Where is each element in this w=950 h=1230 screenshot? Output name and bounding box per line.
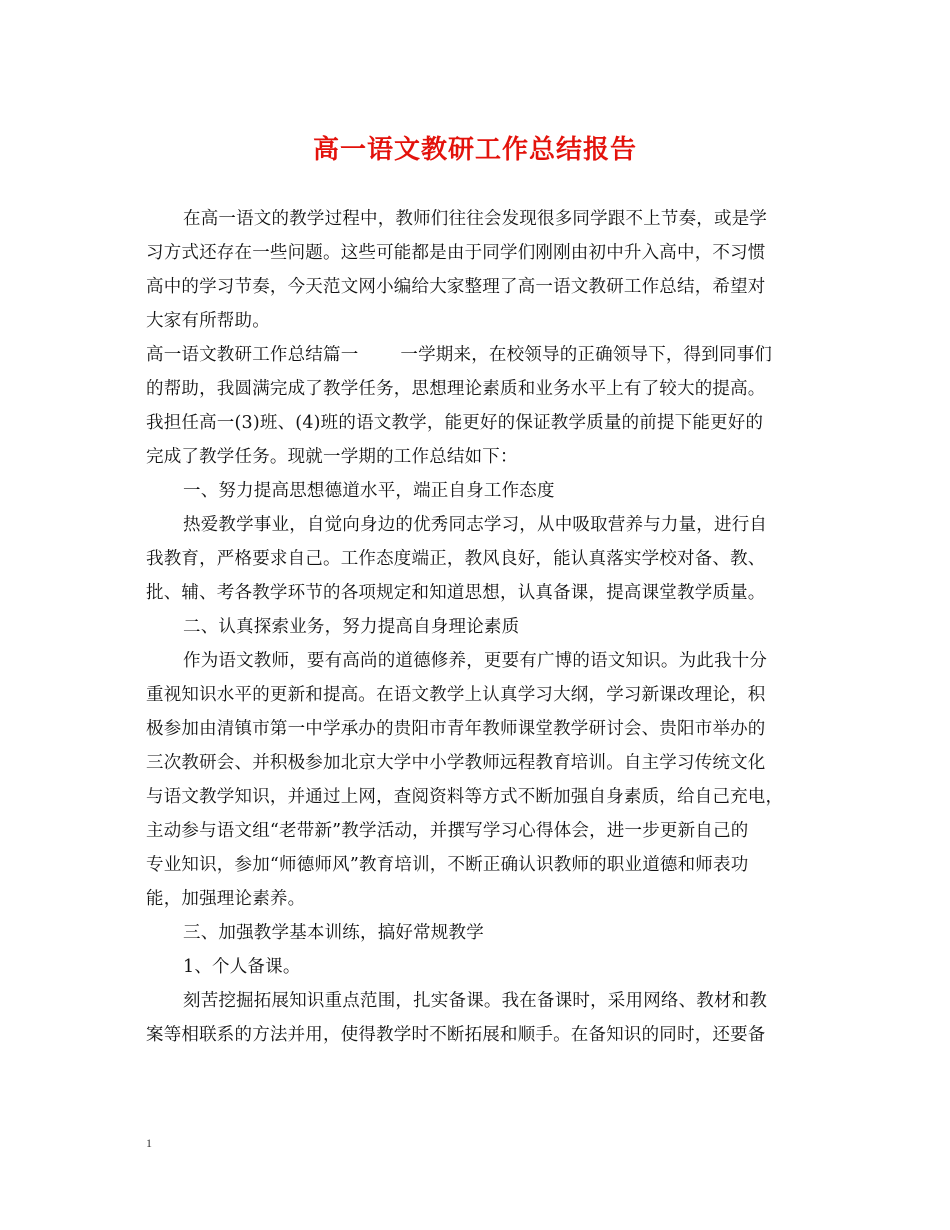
paragraph-line: 案等相联系的方法并用，使得教学时不断拓展和顺手。在备知识的同时，还要备	[146, 1025, 766, 1045]
paragraph-line: 一学期来，在校领导的正确领导下，得到同事们	[400, 345, 773, 365]
paragraph-line: 批、辅、考各教学环节的各项规定和知道思想，认真备课，提高课堂教学质量。	[146, 583, 766, 603]
paragraph-line: 热爱教学事业，自觉向身边的优秀同志学习，从中吸取营养与力量，进行自	[183, 515, 768, 535]
document-body	[146, 202, 806, 1052]
paragraph-line: 主动参与语文组“老带新”教学活动，并撰写学习心得体会，进一步更新自己的	[146, 821, 749, 841]
section-title: 高一语文教研工作总结篇一	[146, 345, 359, 365]
section-heading-line	[146, 338, 806, 372]
paragraph-line: 在高一语文的教学过程中，教师们往往会发现很多同学跟不上节奏，或是学	[183, 209, 768, 229]
subheading: 1、个人备课。	[183, 957, 301, 977]
paragraph-line: 极参加由清镇市第一中学承办的贵阳市青年教师课堂教学研讨会、贵阳市举办的	[146, 719, 766, 739]
paragraph-line: 大家有所帮助。	[146, 311, 270, 331]
paragraph-line: 三次教研会、并积极参加北京大学中小学教师远程教育培训。自主学习传统文化	[146, 753, 766, 773]
paragraph-line: 我担任高一(3)班、(4)班的语文教学，能更好的保证教学质量的前提下能更好的	[146, 413, 764, 433]
paragraph-line: 与语文教学知识，并通过上网，查阅资料等方式不断加强自身素质，给自己充电，	[146, 787, 784, 807]
paragraph-line: 的帮助，我圆满完成了教学任务，思想理论素质和业务水平上有了较大的提高。	[146, 379, 766, 399]
paragraph-line: 重视知识水平的更新和提高。在语文教学上认真学习大纲，学习新课改理论，积	[146, 685, 766, 705]
paragraph-line: 高中的学习节奏，今天范文网小编给大家整理了高一语文教研工作总结，希望对	[146, 277, 766, 297]
paragraph-line: 我教育，严格要求自己。工作态度端正，教风良好，能认真落实学校对备、教、	[146, 549, 766, 569]
paragraph-line: 完成了教学任务。现就一学期的工作总结如下：	[146, 447, 518, 467]
page-number: 1	[146, 1136, 152, 1150]
paragraph-line: 刻苦挖掘拓展知识重点范围，扎实备课。我在备课时，采用网络、教材和教	[183, 991, 768, 1011]
paragraph-line: 习方式还存在一些问题。这些可能都是由于同学们刚刚由初中升入高中，不习惯	[146, 243, 766, 263]
paragraph-line: 作为语文教师，要有高尚的道德修养，更要有广博的语文知识。为此我十分	[183, 651, 768, 671]
subheading: 二、认真探索业务，努力提高自身理论素质	[183, 617, 520, 637]
paragraph-line: 能，加强理论素养。	[146, 889, 306, 909]
subheading: 一、努力提高思想德道水平，端正自身工作态度	[183, 481, 555, 501]
paragraph-line: 专业知识，参加“师德师风”教育培训，不断正确认识教师的职业道德和师表功	[146, 855, 749, 875]
subheading: 三、加强教学基本训练，搞好常规教学	[183, 923, 484, 943]
document-title: 高一语文教研工作总结报告	[312, 135, 637, 165]
